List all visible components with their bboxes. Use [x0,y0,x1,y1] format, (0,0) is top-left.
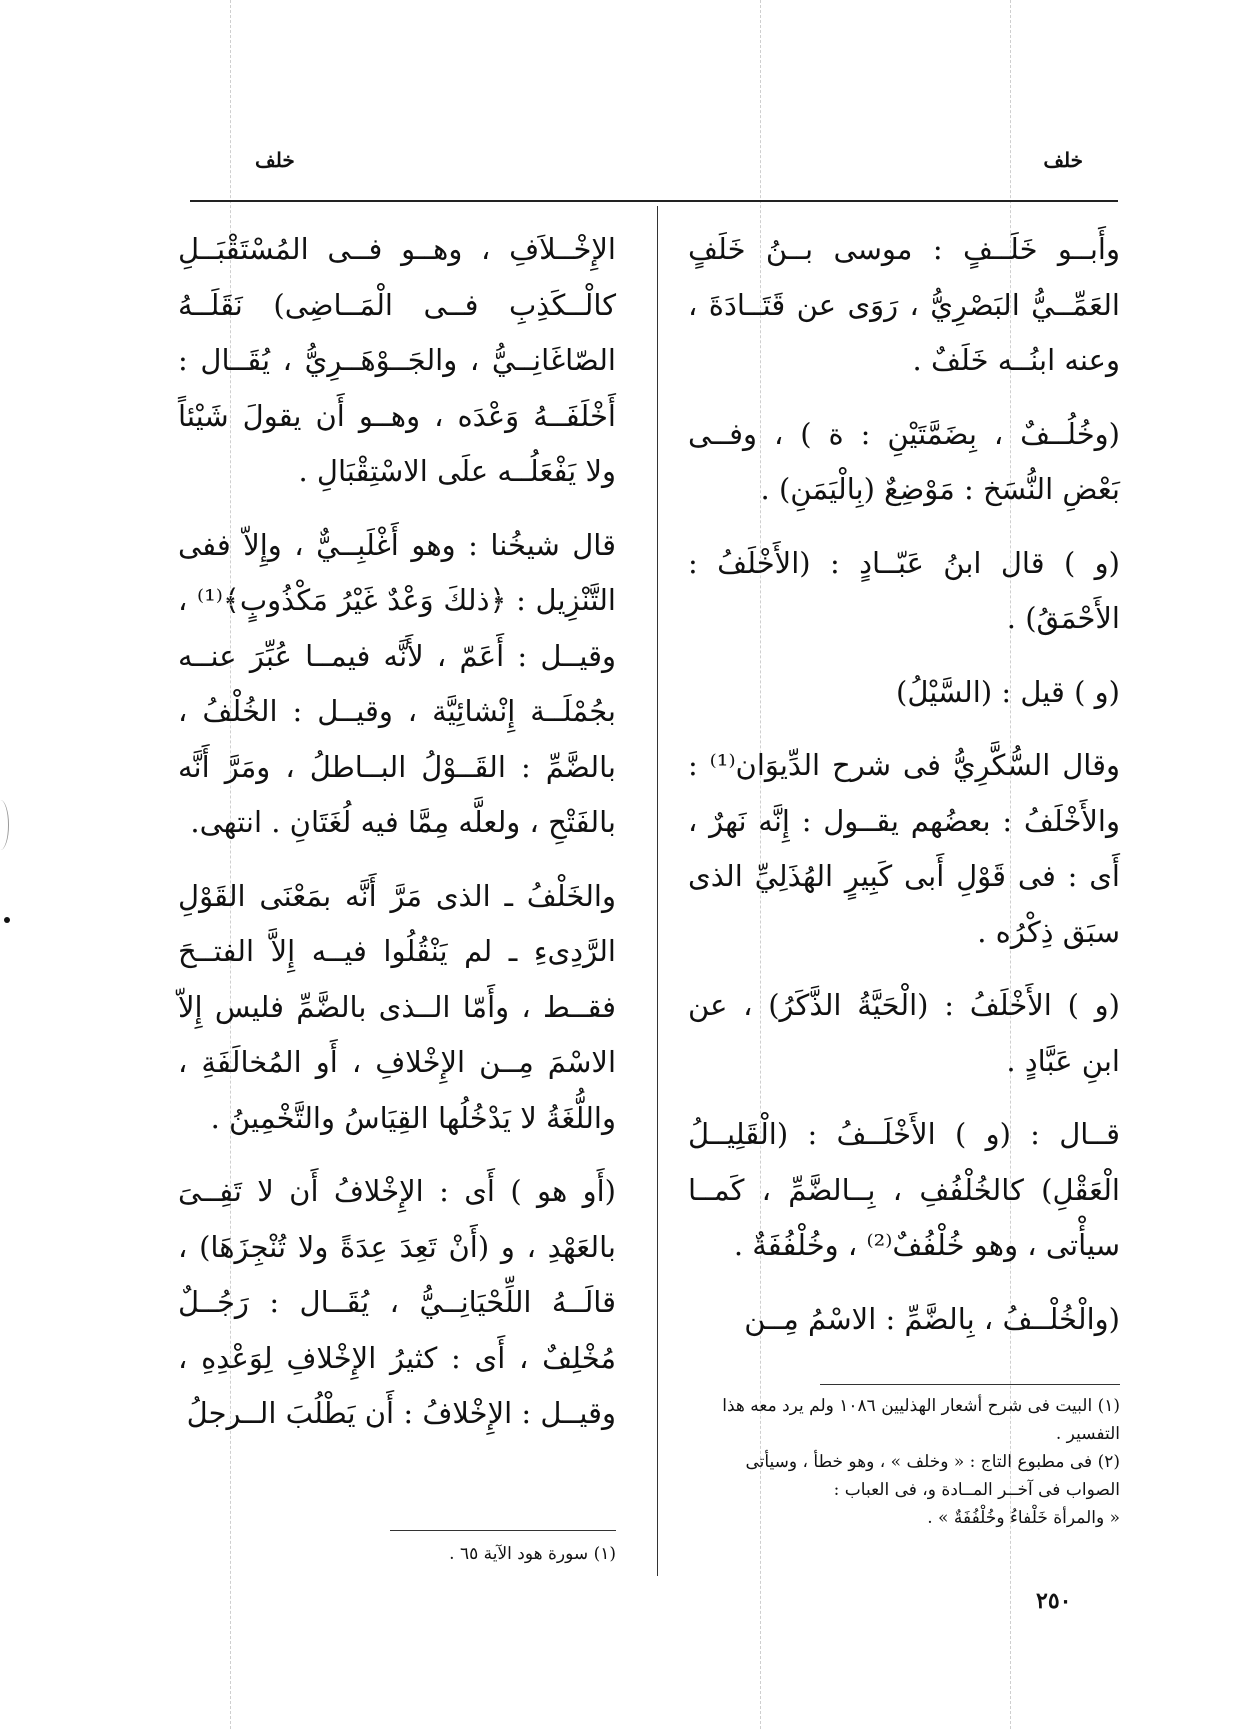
paragraph: (و ) الأَخْلَفُ : (الْحَيَّةُ الذَّكَرُ) ، عن ابنِ عَبَّادٍ . [688,988,1120,1078]
paragraph: (والْخُلْــفُ ، بِالضَّمِّ : الاسْمُ مِــن [744,1301,1120,1336]
paragraph: (و ) قيل : (السَّيْلُ) [896,674,1120,709]
paragraph: وأَبــو خَلَــفٍ : موسى بــنُ خَلَفٍ العَمِّــيُّ البَصْرِيُّ ، رَوَى عن قَتَــادَةَ ، وعنه ابنُــه خَلَفٌ . [688,232,1120,377]
paragraph: وقال السُّكَّرِيُّ فى شرح الدِّيوَان⁽¹⁾ : والأَخْلَفُ : بعضُهم يقــول : إِنَّه نَهرٌ ، أَى : فى قَوْلِ أَبى كَبِيرٍ الهُذَلِيِّ الذى سبَق ذِكْرُه . [688,748,1120,949]
paragraph: (و ) قال ابنُ عَبّــادٍ : (الأَخْلَفُ : الأَحْمَقُ) . [688,545,1120,635]
column-divider [657,206,658,1576]
footnote: (٢) فى مطبوع التاج : « وخلف » ، وهو خطأ ، وسيأتى الصواب فى آخــر المــادة و، فى العباب : [745,1452,1120,1500]
paragraph: والخَلْفُ ـ الذى مَرَّ أَنَّه بمَعْنَى القَوْلِ الرَّدِىءِ ـ لم يَنْقُلُوا فيــه إِلاَّ الفتــحَ فقــط ، وأَمّا الــذى بالضَّمِّ فليس إِلاّ الاسْمَ مِــن الإِخْلافِ ، أَو المُخالَفَةِ ، واللُّغَةُ لا يَدْخُلُها القِيَاسُ والتَّخْمِينُ . [178,878,616,1135]
paragraph: قــال : (و ) الأَخْلَــفُ : (الْقَلِيــلُ الْعَقْلِ) كالخُلْفُفِ ، بِــالضَّمِّ ، كَمــا سيأْتى ، وهو خُلْفُفٌ⁽²⁾ ، وخُلْفُفَةٌ . [688,1117,1120,1262]
paragraph: الإِخْــلاَفِ ، وهــو فــى المُسْتَقْبَــلِ كالْــكَذِبِ فــى الْمَــاضِى) نَقَلَــهُ الصّاغَانِــيُّ ، والجَــوْهَــرِيُّ ، يُقَــال : أَخْلَفَــهُ وَعْدَه ، وهــو أَن يقولَ شَيْئاً ولا يَفْعَلُــه علَى الاسْتِقْبَالِ . [178,232,616,488]
paragraph: (أَو هو ) أَى : الإِخْلافُ أَن لا تَفِــىَ بالعَهْدِ ، و (أَنْ تَعِدَ عِدَةً ولا تُنْجِزَهَا) ، قالَــهُ اللِّحْيَانِــيُّ ، يُقَــال : رَجُــلٌ مُخْلِفٌ ، أَى : كثيرُ الإِخْلافِ لِوَعْدِهِ ، وقيــل : الإِخْلافُ : أَن يَطْلُبَ الــرجلُ [178,1174,616,1430]
footnote-rule-left [390,1530,616,1531]
footnote: (١) البيت فى شرح أشعار الهذليين ١٠٨٦ ولم يرد معه هذا التفسير . [722,1396,1120,1444]
scan-speck [4,917,10,923]
footnotes-left [300,1540,616,1568]
paragraph: (وخُلُــفٌ ، بِضَمَّتَيْنِ : ة ) ، وفــى بَعْضِ النُّسَخ : مَوْضِعٌ (بِالْيَمَنِ) . [688,416,1120,506]
footnote: « والمرأة خَلْفاءُ وخُلْفُفَةٌ » . [927,1508,1120,1528]
running-head-right: خلف [1043,148,1083,172]
footnote: (١) سورة هود الآية ٦٥ . [449,1544,616,1564]
footnote-rule-right [820,1384,1120,1385]
footnotes-right [688,1392,1120,1532]
right-column [688,222,1120,1353]
page-number: ٢٥٠ [1036,1588,1072,1614]
running-head-left: خلف [255,148,295,172]
left-column [178,222,616,1448]
header-rule [190,200,1118,202]
paragraph: قال شيخُنا : وهو أَغْلَبِــيٌّ ، وإِلاّ ففى التَّنْزِيل : ﴿ذلكَ وَعْدٌ غَيْرُ مَكْذُوبٍ﴾⁽¹⁾ ، وقيــل : أَعَمّ ، لأَنَّه فيمــا عُبِّرَ عنــه بجُمْلَــة إِنْشائِيَّة ، وقيــل : الخُلْفُ ، بالضَّمِّ : القَــوْلُ البــاطلُ ، ومَرَّ أَنَّه بالفَتْحِ ، ولعلَّه مِمَّا فيه لُغَتَانِ . انتهى. [178,527,616,839]
scan-edge-mark [0,800,9,850]
